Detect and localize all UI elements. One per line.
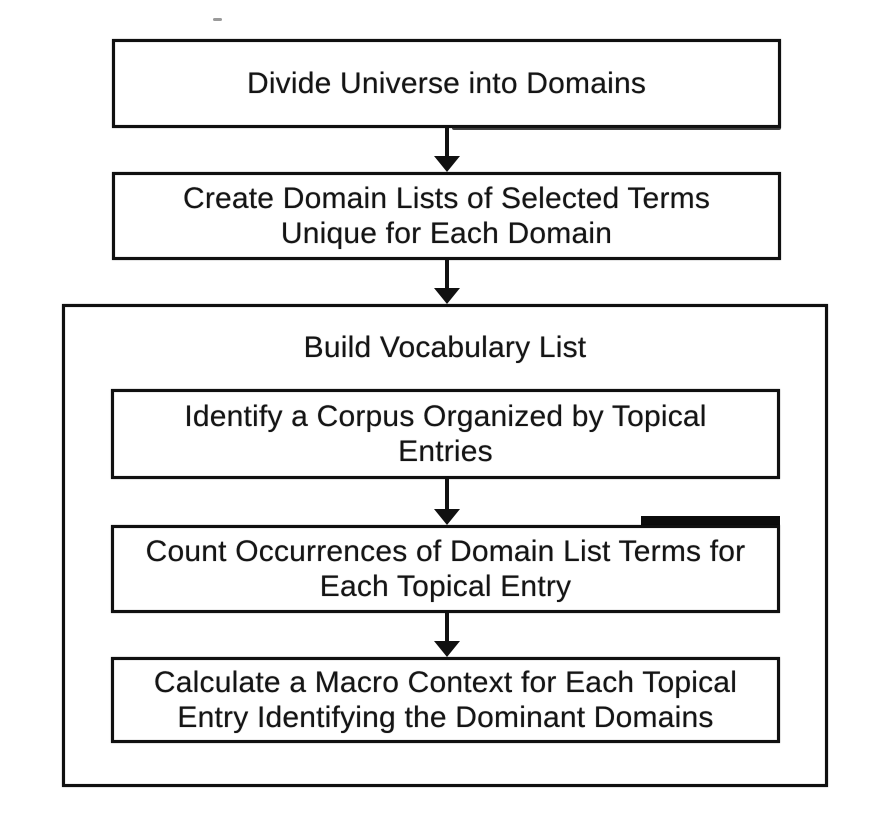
box-calculate-macro-context-line2: Entry Identifying the Dominant Domains	[177, 701, 714, 734]
arrow-down-icon	[434, 509, 460, 525]
scan-artifact-dash	[213, 18, 222, 21]
arrow-divide-to-create	[434, 128, 460, 172]
box-create-domain-lists-line2: Unique for Each Domain	[280, 217, 613, 250]
box-calculate-macro-context-line1: Calculate a Macro Context for Each Topical	[153, 666, 738, 699]
arrow-count-to-calculate	[434, 613, 460, 657]
arrow-stem	[445, 128, 449, 158]
arrow-create-to-group	[434, 260, 460, 304]
group-title-build-vocabulary: Build Vocabulary List	[303, 331, 587, 364]
arrow-stem	[445, 260, 449, 290]
box-count-occurrences	[111, 525, 780, 613]
box-count-occurrences-line2: Each Topical Entry	[319, 570, 572, 603]
box-divide-universe	[112, 39, 781, 128]
arrow-down-icon	[434, 156, 460, 172]
box-create-domain-lists	[112, 172, 781, 260]
arrow-down-icon	[434, 288, 460, 304]
box-divide-universe-label: Divide Universe into Domains	[246, 67, 647, 100]
arrow-down-icon	[434, 641, 460, 657]
box-identify-corpus-line2: Entries	[398, 435, 493, 468]
scan-artifact-smudge	[452, 126, 781, 130]
box-calculate-macro-context	[111, 657, 780, 743]
arrow-stem	[445, 479, 449, 511]
box-identify-corpus	[111, 389, 780, 479]
arrow-identify-to-count	[434, 479, 460, 525]
box-identify-corpus-line1: Identify a Corpus Organized by Topical	[184, 400, 707, 433]
box-count-occurrences-line1: Count Occurrences of Domain List Terms for	[145, 535, 746, 568]
box-create-domain-lists-line1: Create Domain Lists of Selected Terms	[182, 182, 711, 215]
arrow-stem	[445, 613, 449, 643]
